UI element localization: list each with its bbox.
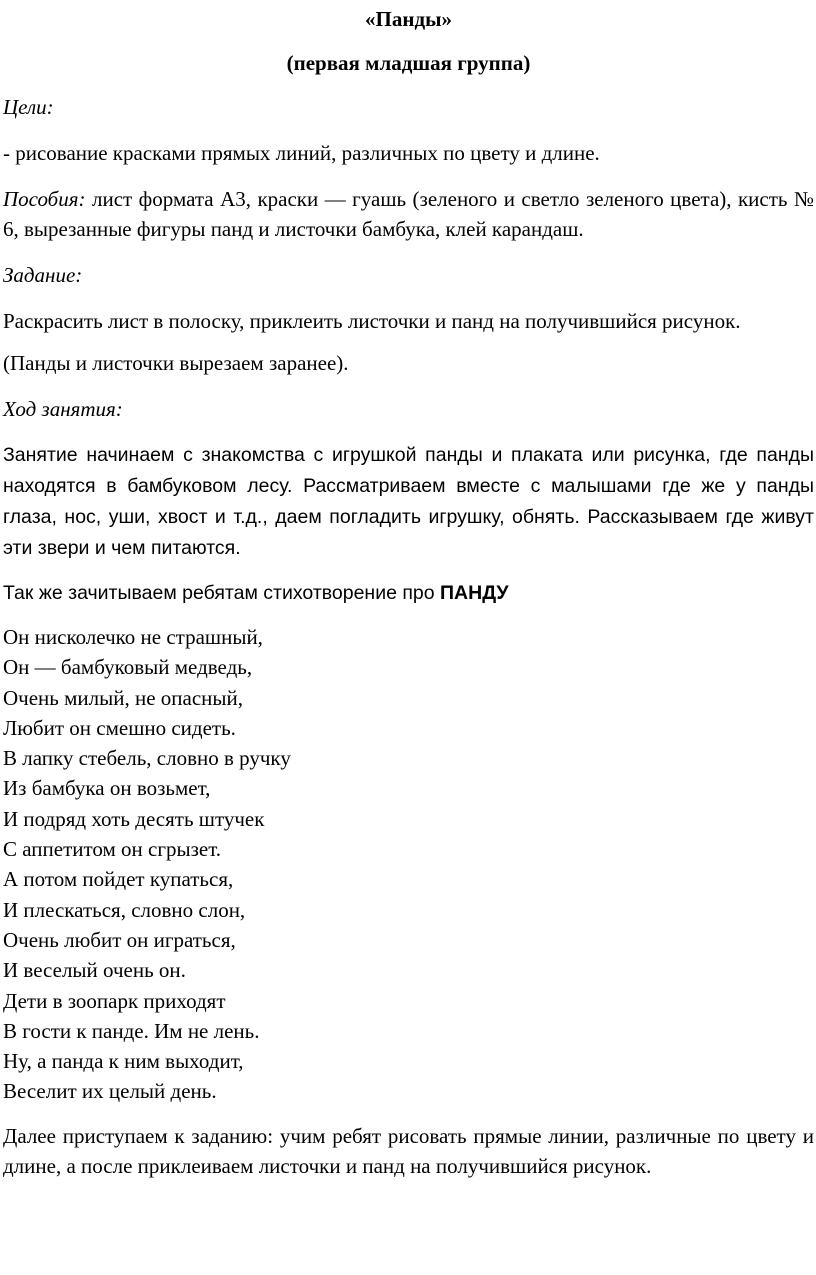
poem-line: И веселый очень он. xyxy=(3,958,186,983)
poem-line: С аппетитом он сгрызет. xyxy=(3,837,222,862)
poem-intro-text: Так же зачитываем ребятам стихотворение про xyxy=(3,582,441,604)
poem-line: Очень милый, не опасный, xyxy=(3,685,243,710)
poem-line: Очень любит он играться, xyxy=(3,927,236,952)
goals-label: Цели: xyxy=(3,95,54,119)
poem-line: В гости к панде. Им не лень. xyxy=(3,1018,260,1043)
poem-line: Веселит их целый день. xyxy=(3,1079,217,1104)
poem-intro xyxy=(3,578,814,609)
poem-line: А потом пойдет купаться, xyxy=(3,867,234,892)
closing-text: Далее приступаем к заданию: учим ребят рисовать прямые линии, различные по цвету и длине, а после приклеиваем листочки и панд на получившийся рисунок. xyxy=(3,1123,814,1178)
poem-line: Он — бамбуковый медведь, xyxy=(3,655,253,680)
goals-text: - рисование красками прямых линий, различных по цвету и длине. xyxy=(3,141,600,165)
poem-line: Из бамбука он возьмет, xyxy=(3,776,211,801)
poem xyxy=(3,622,814,1107)
poem-line: Дети в зоопарк приходят xyxy=(3,988,226,1013)
document-title: «Панды» xyxy=(365,7,452,31)
materials-label: Пособия: xyxy=(3,187,86,211)
poem-line: И плескаться, словно слон, xyxy=(3,897,246,922)
materials-paragraph xyxy=(3,184,814,244)
poem-line: Любит он смешно сидеть. xyxy=(3,715,236,740)
lesson-label: Ход занятия: xyxy=(3,397,123,421)
poem-line: Он нисколечко не страшный, xyxy=(3,625,263,649)
poem-intro-bold: ПАНДУ xyxy=(440,582,509,604)
poem-line: Ну, а панда к ним выходит, xyxy=(3,1049,244,1074)
task-label: Задание: xyxy=(3,263,83,287)
document-subtitle: (первая младшая группа) xyxy=(286,51,531,75)
materials-text: лист формата А3, краски — гуашь (зеленого и светло зеленого цвета), кисть № 6, вырезанные фигуры панд и листочки бамбука, клей карандаш. xyxy=(3,187,814,241)
poem-line: В лапку стебель, словно в ручку xyxy=(3,746,291,771)
task-text: Раскрасить лист в полоску, приклеить листочки и панд на получившийся рисунок. xyxy=(3,309,741,333)
lesson-text: Занятие начинаем с знакомства с игрушкой панды и плаката или рисунка, где панды находятся в бамбуковом лесу. Рассматриваем вместе с малышами где же у панды глаза, нос, уши, хвост и т.д., даем погладить игрушку, обнять. Рассказываем где живут эти звери и чем питаются. xyxy=(3,444,814,559)
poem-line: И подряд хоть десять штучек xyxy=(3,806,265,831)
task-note: (Панды и листочки вырезаем заранее). xyxy=(3,351,349,375)
